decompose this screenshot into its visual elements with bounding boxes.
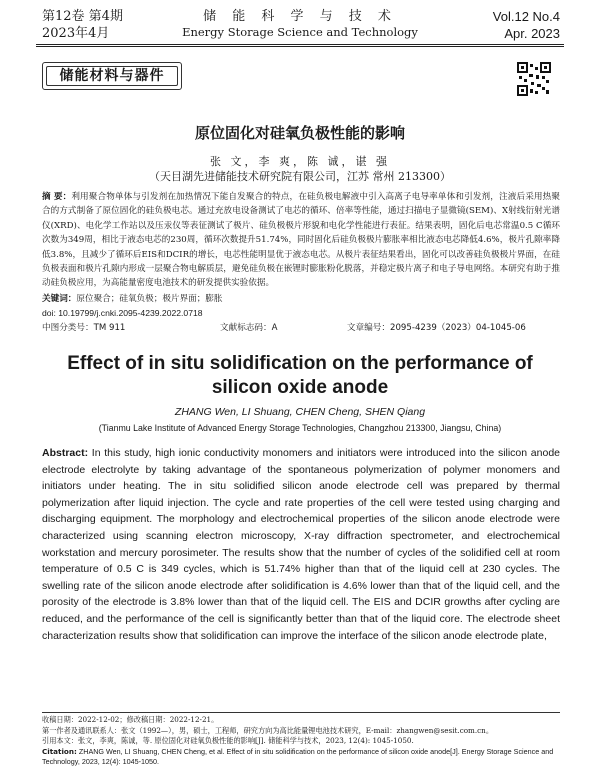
header-volume-en [493,8,560,42]
header-rule [36,44,564,45]
abstract-en-label: Abstract: [42,447,89,459]
header-journal [170,8,430,40]
clc-label: 中图分类号： [42,323,94,333]
footnote-citation-en-text: ZHANG Wen, LI Shuang, CHEN Cheng, et al. Effect of in situ solidification on the performance of silicon oxide anode[J]. Energy Storage Science and Technology, 2023, 12(4): 1045-1050. [42,746,554,767]
clc-value: TM 911 [93,323,126,333]
header-journal-en: Energy Storage Science and Technology [182,25,418,39]
abstract-cn-label: 摘 要： [42,192,72,202]
title-en-line-1: Effect of in situ solidification on the performance of [67,353,533,374]
section-label-box [42,62,182,90]
header-date-cn: 2023年4月 [42,26,110,41]
abstract-en [42,445,560,644]
affiliation-cn: （天目湖先进储能技术研究院有限公司，江苏 常州 213300） [149,170,451,183]
affiliation-en: (Tianmu Lake Institute of Advanced Energy Storage Technologies, Changzhou 213300, Jiangsu, China) [98,423,502,433]
abstract-cn [42,190,560,291]
footnote-rule [42,712,560,713]
document-code-value: A [271,323,278,333]
header-date-en: Apr. 2023 [504,26,560,41]
header-rule-secondary [36,46,564,47]
keywords-cn [42,292,560,306]
abstract-en-text: In this study, high ionic conductivity monomers and initiators were introduced into the silicon anode electrode electrolyte by taking advantage of the spontaneous polymerization of polymer monomers and initiators under heating. The in situ solidified silicon anode electrode cell was prepared by thermal polymerization after liquid injection. The cycle and rate properties of the cell were tested using charging and discharging equipment. The morphology and electrochemical properties of the silicon anode electrode were characterized using scanning electron microscopy, X-ray diffraction spectrometer, and electrochemical workstation and mercury porosimeter. The results show that the number of cycles of the solidified cell at room temperature of 0.5 C is 349 cycles, which is 51.74% higher than that of the liquid cell at 230 cycles. The swelling rate of the silicon anode electrode after solidification is 4.6% lower than that of the liquid cell, and the porosity of the electrode is 3.8% lower than that of the liquid cell. The EIS and DCIR growths after cycling are reduced, and the performance of the cell is significantly better than that of the liquid core. The electrode sheet characterization results show that solidification can improve the interface of the silicon anode electrode plate, [42,447,561,642]
doi: doi: 10.19799/j.cnki.2095-4239.2022.0718 [42,308,203,318]
article-number-value: 2095-4239（2023）04-1045-06 [389,323,526,333]
footnote-received: 收稿日期：2022-12-02；修改稿日期：2022-12-21。 [42,715,219,724]
footnote-citation-cn: 引用本文：张文，李爽，陈诚，等. 原位固化对硅氧负极性能的影响[J]. 储能科学与技术，2023, 12(4): 1045-1050. [42,736,414,746]
authors-en: ZHANG Wen, LI Shuang, CHEN Cheng, SHEN Qiang [174,406,426,418]
abstract-cn-text: 利用聚合物单体与引发剂在加热情况下能自发聚合的特点，在硅负极电解液中引入高离子电导率单体和引发剂，注液后采用热聚合的方式制备了原位固化的硅负极电芯。通过充放电设备测试了电芯的循环、倍率等性能，通过扫描电子显微镜(SEM)、X射线衍射光谱仪(XRD)、电化学工作站以及压汞仪等表征测试了极片、硅负极极片形貌和电化学性能进行表征。结果表明，固化后电芯常温0.5 C循环次数为349周，相比于液态电芯的230周，循环次数提升51.74%，同时固化后硅负极极片膨胀率相比液态电芯降低4.6%，极片孔隙率降低3.8%，且减少了循环后EIS和DCIR的增长，电芯性能明显优于液态电芯。从极片表征结果看出，固化可以改善硅负极极片界面，在硅负极表面和极片孔隙内形成一层聚合物电解质层，避免硅负极在嵌锂时膨胀粉化脱落，并稳定极片离子和电子导电网络。本研究有助于推动硅负极应用，为高能量密度电池技术的研发提供实验依据。 [42,192,560,289]
qr-code-icon [517,62,551,96]
clc-number [42,321,125,335]
article-number [347,321,526,335]
article-number-label: 文章编号： [347,323,390,333]
title-en [0,352,600,400]
authors-cn: 张 文，李 爽，陈 诚，谌 强 [210,155,390,168]
header-journal-cn: 储 能 科 学 与 技 术 [203,9,397,24]
footnote-citation-en [42,747,560,768]
footnotes [42,715,560,768]
section-label: 储能材料与器件 [46,66,178,86]
footnote-citation-en-label: Citation: [42,746,77,756]
document-code-label: 文献标志码： [220,323,272,333]
keywords-cn-label: 关键词： [42,294,77,304]
header-volume-issue-cn: 第12卷 第4期 [42,9,123,24]
keywords-cn-text: 原位聚合；硅氧负极；极片界面；膨胀 [76,294,223,304]
header-volume-issue-en: Vol.12 No.4 [492,9,560,24]
header-volume-cn [42,8,123,42]
footnote-first-author: 第一作者及通讯联系人：张文（1992—），男，硕士，工程师，研究方向为高比能量锂电池技术研究，E-mail：zhangwen@sesit.com.cn。 [42,725,494,735]
document-code [220,321,277,335]
title-cn: 原位固化对硅氧负极性能的影响 [194,124,405,142]
title-en-line-2: silicon oxide anode [211,377,389,398]
